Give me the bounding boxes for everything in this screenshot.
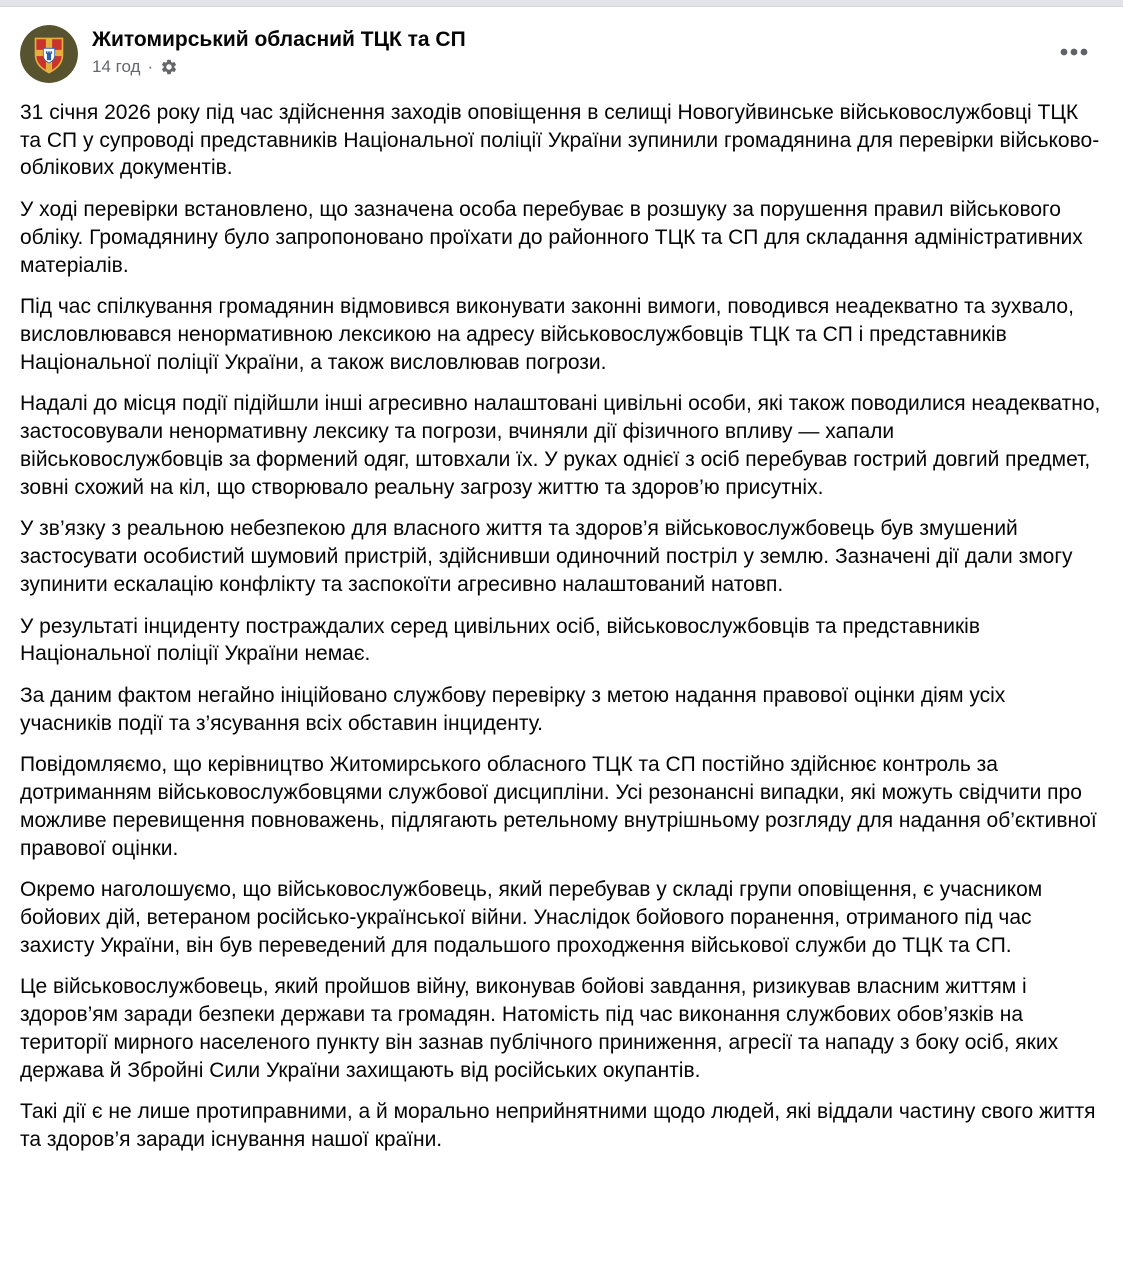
post-paragraph: Такі дії є не лише протиправними, а й морально неприйнятними щодо людей, які віддали частину свого життя та здоров’я заради існування нашої країни. — [20, 1100, 1102, 1151]
post-header — [0, 7, 1123, 83]
page-name-link[interactable]: Житомирський обласний ТЦК та СП — [92, 28, 466, 51]
post-header-text — [92, 25, 1107, 77]
post-paragraph: У результаті інциденту постраждалих серед цивільних осіб, військовослужбовців та представників Національної поліції України немає. — [20, 614, 986, 666]
post-paragraph: Повідомляємо, що керівництво Житомирського обласного ТЦК та СП постійно здійснює контроль за дотриманням військовослужбовцями службової дисципліни. Усі резонансні випадки, які можуть свідчити про можливе перевищення повноважень, підлягають ретельному внутрішньому розгляду для надання об’єктивної правової оцінки. — [20, 753, 1103, 860]
page-avatar[interactable] — [20, 25, 78, 83]
meta-separator: · — [147, 57, 154, 77]
post-paragraph: Окремо наголошуємо, що військовослужбовець, який перебував у складі групи оповіщення, є учасником бойових дій, ветераном російсько-української війни. Унаслідок бойового поранення, отриманого під час захисту України, він був переведений для подальшого проходження військової служби до ТЦК та СП. — [20, 878, 1049, 957]
post-options-button[interactable] — [1051, 35, 1097, 69]
post-paragraph: У ході перевірки встановлено, що зазначена особа перебуває в розшуку за порушення правил військового обліку. Громадянину було запропоновано проїхати до районного ТЦК та СП для складання адміністративних матеріалів. — [20, 198, 1089, 277]
feed-background-gap — [0, 0, 1123, 7]
post-paragraph: Під час спілкування громадянин відмовився виконувати законні вимоги, поводився неадекватно та зухвало, висловлювався ненормативною лексикою на адресу військовослужбовців ТЦК та СП і представників Національної поліції України, а також висловлював погрози. — [20, 295, 1080, 374]
post-paragraph: За даним фактом негайно ініційовано службову перевірку з метою надання правової оцінки діям усіх учасників події та з’ясування всіх обставин інциденту. — [20, 683, 1012, 735]
post-card — [0, 7, 1123, 1172]
post-meta — [92, 57, 1107, 77]
ellipsis-icon — [1059, 43, 1089, 61]
gear-icon — [160, 58, 178, 76]
post-paragraph: Це військовослужбовець, який пройшов війну, виконував бойові завдання, ризикував власним життям і здоров’ям заради безпеки держави та громадян. Натомість під час виконання службових обов’язків на території мирного населеного пункту він зазнав публічного приниження, агресії та нападу з боку осіб, яких держава й Збройні Сили України захищають від російських окупантів. — [20, 975, 1064, 1082]
post-paragraph: Надалі до місця події підійшли інші агресивно налаштовані цивільні особи, які також поводилися неадекватно, застосовували ненормативну лексику та погрози, вчиняли дії фізичного впливу — хапали військовослужбовців за формений одяг, штовхали їх. У руках однієї з осіб перебував гострий довгий предмет, зовні схожий на кіл, що створювало реальну загрозу життю та здоров’ю присутніх. — [20, 392, 1107, 499]
post-body — [0, 83, 1123, 1172]
post-paragraph: У зв’язку з реальною небезпекою для власного життя та здоров’я військовослужбовець був змушений застосувати особистий шумовий пристрій, здійснивши одиночний постріл у землю. Зазначені дії дали змогу зупинити ескалацію конфлікту та заспокоїти агресивно налаштований натовп. — [20, 517, 1079, 596]
zhytomyr-emblem-icon — [20, 25, 78, 83]
post-timestamp[interactable]: 14 год — [92, 57, 141, 77]
post-paragraph: 31 січня 2026 року під час здійснення заходів оповіщення в селищі Новогуйвинське військовослужбовці ТЦК та СП у супроводі представників Національної поліції України зупинили громадянина для перевірки військово-облікових документів. — [20, 101, 1100, 180]
